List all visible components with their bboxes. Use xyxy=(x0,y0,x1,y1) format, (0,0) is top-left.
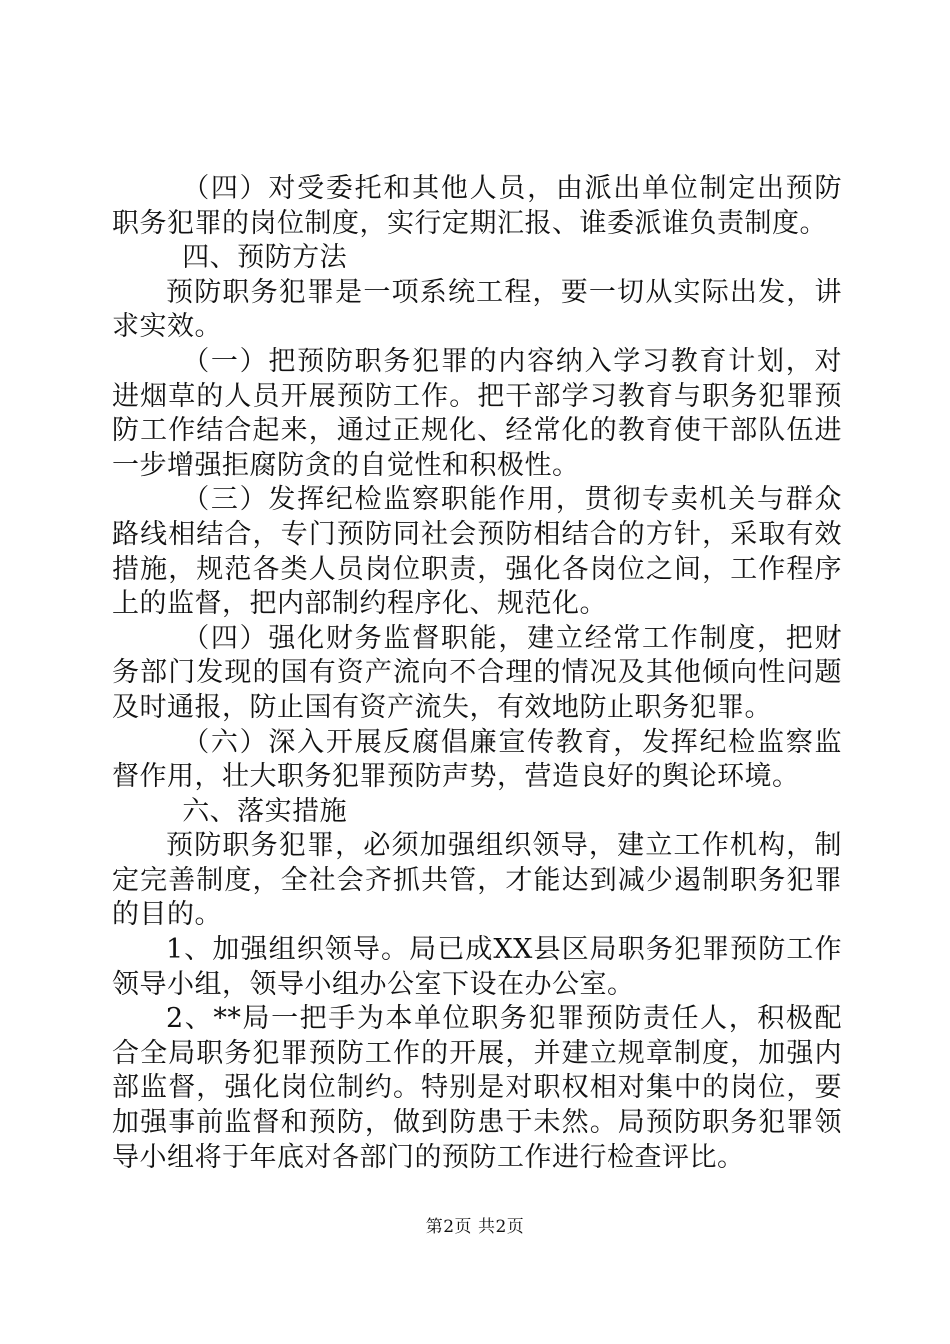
paragraph-education-plan: （一）把预防职务犯罪的内容纳入学习教育计划，对进烟草的人员开展预防工作。把干部学习教育与职务犯罪预防工作结合起来，通过正规化、经常化的教育使干部队伍进一步增强拒腐防贪的自觉性和积极性。 xyxy=(112,345,842,481)
paragraph-discipline-inspection: （三）发挥纪检监察职能作用，贯彻专卖机关与群众路线相结合，专门预防同社会预防相结合的方针，采取有效措施，规范各类人员岗位职责，强化各岗位之间，工作程序上的监督，把内部制约程序化、规范化。 xyxy=(112,484,842,620)
paragraph-anti-corruption-publicity: （六）深入开展反腐倡廉宣传教育，发挥纪检监察监督作用，壮大职务犯罪预防声势，营造良好的舆论环境。 xyxy=(112,726,842,793)
paragraph-financial-supervision: （四）强化财务监督职能，建立经常工作制度，把财务部门发现的国有资产流向不合理的情况及其他倾向性问题及时通报，防止国有资产流失，有效地防止职务犯罪。 xyxy=(112,622,842,723)
document-body xyxy=(112,172,842,1175)
paragraph-organizational-leadership-intro: 预防职务犯罪，必须加强组织领导，建立工作机构，制定完善制度，全社会齐抓共管，才能达到减少遏制职务犯罪的目的。 xyxy=(112,830,842,931)
paragraph-item-2-responsible-person: 2、**局一把手为本单位职务犯罪预防责任人，积极配合全局职务犯罪预防工作的开展，并建立规章制度，加强内部监督，强化岗位制约。特别是对职权相对集中的岗位，要加强事前监督和预防，做到防患于未然。局预防职务犯罪领导小组将于年底对各部门的预防工作进行检查评比。 xyxy=(112,1003,842,1173)
section-heading-implementation-measures: 六、落实措施 xyxy=(182,795,348,827)
paragraph-commissioned-personnel: （四）对受委托和其他人员，由派出单位制定出预防职务犯罪的岗位制度，实行定期汇报、谁委派谁负责制度。 xyxy=(112,173,842,239)
section-heading-prevention-methods: 四、预防方法 xyxy=(182,242,348,274)
page-number-label: 第2页 共2页 xyxy=(425,1217,525,1237)
paragraph-item-1-leadership-group: 1、加强组织领导。局已成XX县区局职务犯罪预防工作领导小组，领导小组办公室下设在办公室。 xyxy=(112,934,842,1000)
page-footer xyxy=(0,1216,950,1238)
paragraph-systematic-project: 预防职务犯罪是一项系统工程，要一切从实际出发，讲求实效。 xyxy=(112,276,842,343)
